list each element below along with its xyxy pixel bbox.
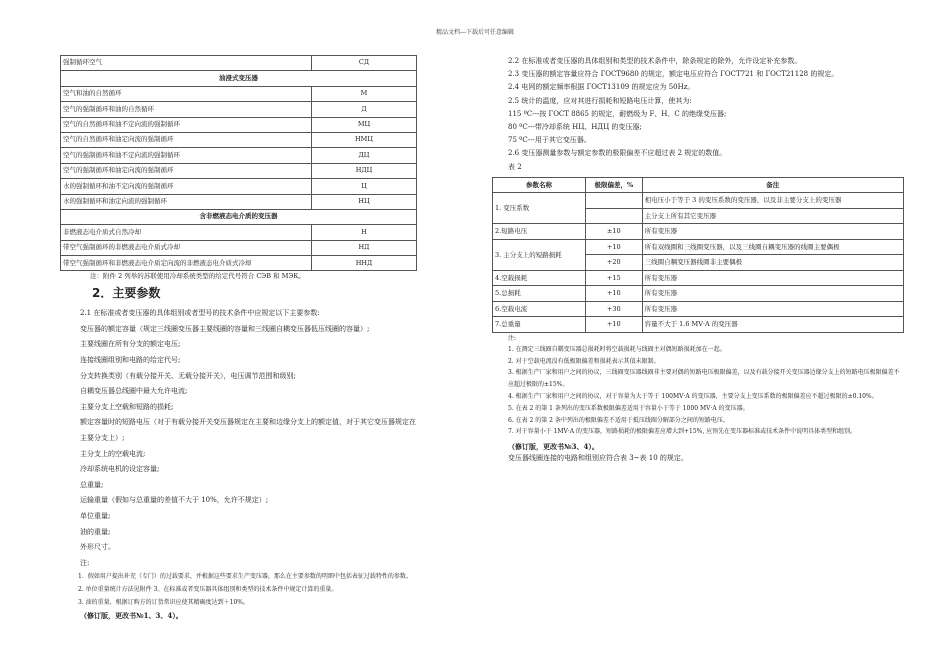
paragraph: 注:: [80, 558, 90, 567]
paragraph: 2.6 变压器测量参数与额定参数的极限偏差不应超过表 2 规定的数值。: [508, 149, 727, 158]
cooling-type-cell: 水的强制循环和油不定向流的强制循环: [61, 179, 312, 194]
paragraph: 2.3 变压器的额定容量应符合 ГОСТ9680 的规定，额定电压应符合 ГОСТ721 和 ГОСТ21128 的规定。: [508, 70, 839, 79]
table-row: [61, 117, 417, 132]
cooling-code-cell: ННД: [312, 256, 417, 271]
paragraph: 主分支上的空载电流;: [80, 449, 146, 458]
deviation-cell: +10: [585, 317, 642, 333]
paragraph: 2.1 在标准或者变压器的具体组别或者型号的技术条件中应规定以下主要参数:: [80, 309, 320, 318]
right-column: [492, 55, 904, 466]
paragraph: 变压器的额定容量（规定三线圈变压器主要线圈的容量和三线圈自耦变压器低压线圈的容量）;: [80, 324, 370, 333]
right-notes-label: 注:: [508, 334, 517, 342]
deviation-cell: [585, 208, 642, 224]
table-row: [61, 194, 417, 209]
table-row: [61, 132, 417, 147]
cooling-note: 注：附件 2 列举的苏联使用冷却系统类型的给定代号符合 СЭВ 和 МЭК。: [90, 272, 305, 281]
cooling-type-cell: 带空气强制循环和非燃液态电介质定向流的非燃液态电介质式冷却: [61, 256, 312, 271]
column-header: 极限偏差，%: [585, 177, 642, 193]
table-row: [61, 225, 417, 240]
table-row: [61, 163, 417, 178]
deviation-cell: [585, 193, 642, 209]
cooling-type-cell: 空气的强制循环和油定向流的强制循环: [61, 163, 312, 178]
clause-paragraphs: [492, 55, 904, 174]
column-header: 备注: [642, 177, 903, 193]
table-row: [493, 224, 904, 240]
cooling-type-cell: 空气的强制循环和油不定向流的强制循环: [61, 148, 312, 163]
note-item: 4. 根据生产厂家和用户之间的协议，对于容量为大于等于 100MV·A 的变压器，主要分支上变压系数的极限偏差应不超过极限的±0.10%。: [508, 393, 878, 401]
table-row: [61, 240, 417, 255]
right-last-paragraph: 变压器线圈连接的电路和组别应符合表 3~表 10 的规定。: [508, 454, 688, 463]
right-revision-note: （修订版，更改书№3、4）。: [508, 442, 599, 452]
paragraph: 75 ºC---用于其它变压器。: [508, 136, 591, 145]
deviation-cell: +20: [585, 255, 642, 271]
cooling-type-cell: 带空气强制循环的非燃液态电介质式冷却: [61, 240, 312, 255]
paragraph: 油的重量;: [80, 527, 111, 536]
remark-cell: 三线圈自耦变压器线圈非主要偶极: [642, 255, 903, 271]
table-section-row: [61, 71, 417, 86]
cooling-type-cell: 空气的自然循环和油不定向流的强制循环: [61, 117, 312, 132]
deviation-cell: +15: [585, 270, 642, 286]
cooling-code-cell: НД: [312, 240, 417, 255]
deviation-table: [492, 177, 904, 333]
paragraph: 115 ºC---按 ГОСТ 8865 的规定，耐燃级为 F、H、C 的绝缘变压器;: [508, 109, 727, 118]
cooling-code-cell: НЦ: [312, 194, 417, 209]
cooling-code-cell: СД: [312, 56, 417, 71]
cooling-code-cell: М: [312, 86, 417, 101]
note-item: 1. 在测定三线圈自耦变压器总损耗时将空载损耗与线圈主对偶短路损耗加在一起。: [508, 345, 726, 353]
remark-cell: 所有变压器: [642, 224, 903, 240]
cooling-type-cell: 空气的自然循环和油定向流的强制循环: [61, 132, 312, 147]
remark-cell: 所有双线圈和三线圈变压器，以及三线圈自耦变压器的线圈主要偶极: [642, 239, 903, 255]
parameter-name-cell: 2.短路电压: [493, 224, 586, 240]
parameter-name-cell: 7.总重量: [493, 317, 586, 333]
paragraph: 连接线圈组别和电路的给定代号;: [80, 356, 181, 365]
deviation-cell: ±10: [585, 224, 642, 240]
deviation-cell: +10: [585, 286, 642, 302]
remark-cell: 容量不大于 1.6 MV·A 的变压器: [642, 317, 903, 333]
paragraph: 冷却系统电机的设定容量;: [80, 465, 160, 474]
paragraph: 运输重量（假如与总重量的差值不大于 10%，允许不规定）;: [80, 496, 269, 505]
remark-cell: 所有变压器: [642, 286, 903, 302]
column-header: 参数名称: [493, 177, 586, 193]
parameter-name-cell: 3. 主分支上的短路损耗: [493, 239, 586, 270]
note-item: 5. 在表 2 的第 1 条列出的变压系数极限偏差适用于容量小于等于 1000 MV·A 的变压器。: [508, 404, 749, 412]
cooling-type-cell: 空气的强制循环和油的自然循环: [61, 102, 312, 117]
cooling-type-cell: 空气和油的自然循环: [61, 86, 312, 101]
cooling-code-cell: Н: [312, 225, 417, 240]
deviation-notes: [492, 344, 904, 438]
paragraph: 主要分支上空载和短路的损耗;: [80, 402, 174, 411]
note-item: 3. 油的重量，根据订购方的订货常识应使其精确度达到＋10%。: [78, 598, 249, 606]
note-item: 2. 单位重量统计方法见附件 3。在标准或者变压器具体组别和类型的技术条件中规定计算的重量。: [78, 585, 338, 593]
remark-cell: 所有变压器: [642, 270, 903, 286]
paragraph: 总重量;: [80, 480, 104, 489]
main-parameters-notes: [60, 571, 418, 609]
table-row: [61, 148, 417, 163]
table-row: [61, 56, 417, 71]
note-item: 3. 根据生产厂家和用户之间的协议，三线圈变压器线圈非主要对偶的短路电压极限偏差，以及有载分接开关变压器边缘分支上的短路电压极限偏差不应超过极限的±15%。: [508, 369, 900, 389]
paragraph: 2.2 在标准或者变压器的具体组别和类型的技术条件中，除条规定的除外，允许设定补充参数。: [508, 57, 802, 65]
deviation-cell: +10: [585, 239, 642, 255]
paragraph: 额定容量时的短路电压（对于有载分接开关变压器规定在主要和边缘分支上的额定值，对于其它变压器规定在主要分支上）;: [80, 418, 416, 443]
table-row: [61, 256, 417, 271]
paragraph: 分支转换类别（有载分接开关、无载分接开关），电压调节范围和级别;: [80, 371, 296, 380]
table-row: [493, 301, 904, 317]
table-row: [61, 102, 417, 117]
paragraph: 2.4 电网的额定频率根据 ГОСТ13109 的规定应为 50Hz。: [508, 83, 695, 92]
paragraph: 2.5 统计的温度，应对其进行损耗和短路电压计算，使其为:: [508, 96, 692, 105]
paragraph: 80 ºC---带冷却系统 НЦ、НДЦ 的变压器;: [508, 123, 642, 132]
parameter-name-cell: 5.总损耗: [493, 286, 586, 302]
cooling-code-cell: НМЦ: [312, 132, 417, 147]
paragraph: 外形尺寸。: [80, 543, 115, 552]
cooling-code-cell: Д: [312, 102, 417, 117]
cooling-code-cell: ДЦ: [312, 148, 417, 163]
note-item: 7. 对于容量小于 1MV·A 的变压器，短路损耗的极限偏差应增大到+15%, 应预先在变压器标准或技术条件中说明具体类型和组别。: [508, 428, 857, 436]
cooling-code-cell: МЦ: [312, 117, 417, 132]
cooling-code-cell: НДЦ: [312, 163, 417, 178]
cooling-type-cell: 非燃液态电介质式自然冷却: [61, 225, 312, 240]
cooling-type-cell: 强制循环空气: [61, 56, 312, 71]
parameter-name-cell: 4.空载损耗: [493, 270, 586, 286]
section-title: 2．主要参数: [92, 285, 161, 300]
section-heading: 含非燃液态电介质的变压器: [61, 209, 417, 224]
cooling-type-cell: 水的强制循环和油定向流的强制循环: [61, 194, 312, 209]
remark-cell: 所有变压器: [642, 301, 903, 317]
table-section-row: [61, 209, 417, 224]
table-row: [61, 179, 417, 194]
table-row: [493, 239, 904, 255]
main-parameters-list: [60, 306, 418, 571]
note-item: 2. 对于空载电流没有低极限偏差和损耗表示其值未限制。: [508, 357, 660, 365]
cooling-system-table: [60, 55, 417, 271]
remark-cell: 相电压小于等于 3 的变压系数的变压器，以及非主要分支上的变压器: [642, 193, 903, 209]
table-row: [493, 286, 904, 302]
deviation-cell: +30: [585, 301, 642, 317]
paragraph: 自耦变压器总线圈中最大允许电流;: [80, 387, 188, 396]
note-item: 6. 在表 2 的第 2 条中列出的极限偏差不适用于抵压线圈分解部分之间的短路电压。: [508, 416, 729, 424]
table-row: [493, 317, 904, 333]
page-header: 精品文档---下载后可任意编辑: [435, 29, 515, 36]
note-item: 1．假如用户提出补充（专门）的过载要求，并根据这些要求生产变压器，那么在主要参数的明细中包括表征过载特性的参数。: [78, 573, 412, 581]
paragraph: 表 2: [508, 162, 522, 171]
cooling-code-cell: Ц: [312, 179, 417, 194]
parameter-name-cell: 6.空载电流: [493, 301, 586, 317]
table-row: [493, 193, 904, 209]
left-column: [60, 55, 418, 621]
table-row: [493, 270, 904, 286]
section-heading: 油浸式变压器: [61, 71, 417, 86]
paragraph: 主要线圈在所有分支的额定电压;: [80, 340, 181, 349]
table-header-row: [493, 177, 904, 193]
paragraph: 单位重量;: [80, 512, 111, 520]
table-row: [61, 86, 417, 101]
remark-cell: 主分支上所有其它变压器: [642, 208, 903, 224]
left-revision-note: （修订版，更改书№1、3、4）。: [80, 611, 183, 621]
parameter-name-cell: 1. 变压系数: [493, 193, 586, 224]
